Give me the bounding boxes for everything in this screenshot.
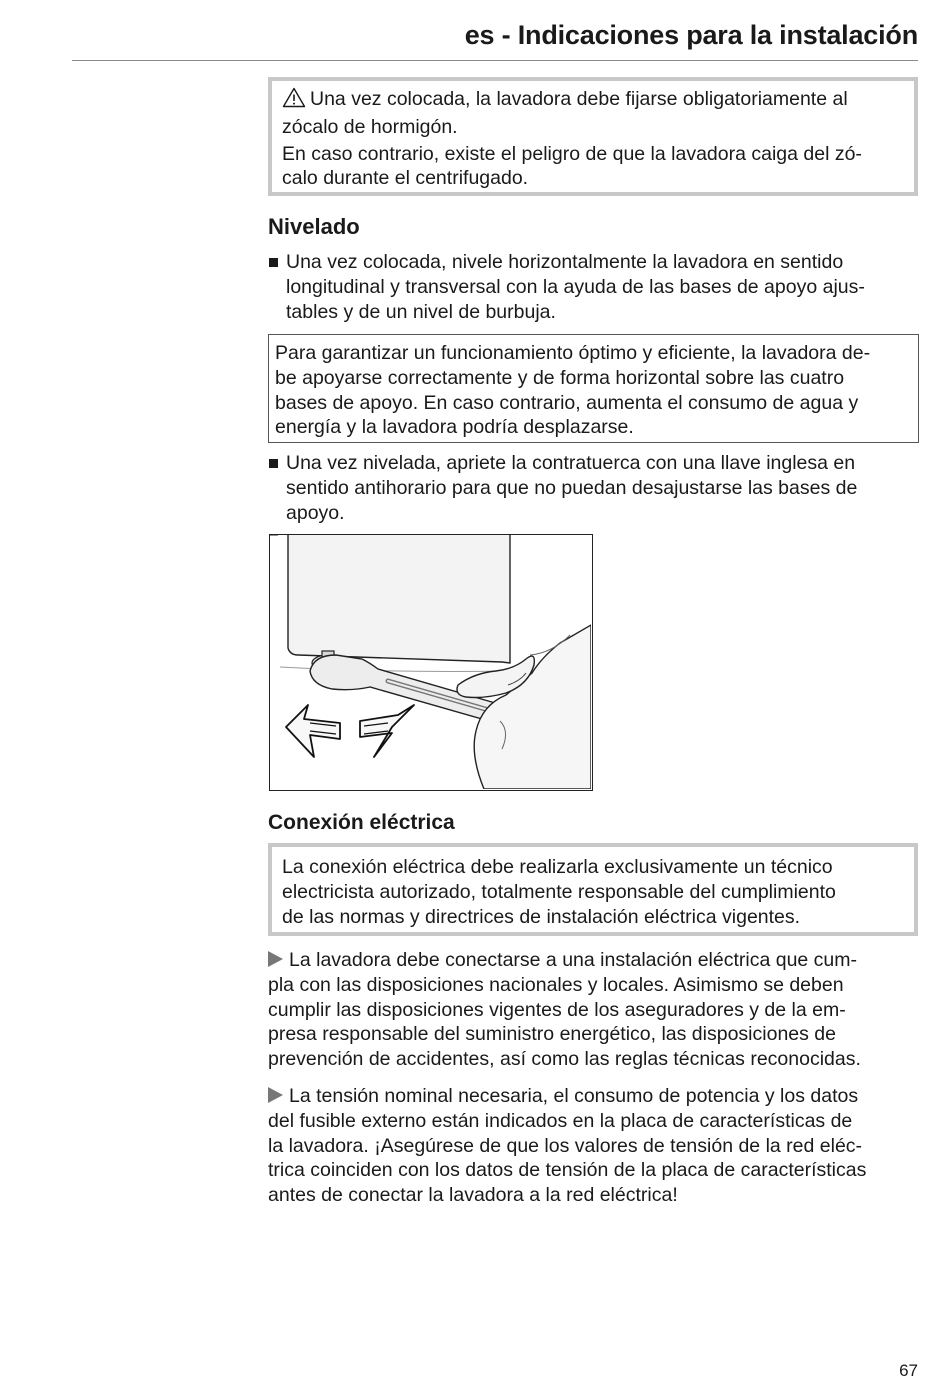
warning-line-1: Una vez colocada, la lavadora debe fijarse obligatoriamente al	[282, 87, 904, 115]
warning-box	[268, 77, 918, 196]
wrench-illustration	[269, 534, 593, 791]
note-line: be apoyarse correctamente y de forma horizontal sobre las cuatro	[275, 366, 845, 389]
step-item	[268, 1084, 918, 1208]
bullet-text-line: longitudinal y transversal con la ayuda de las bases de apoyo ajus-	[286, 275, 865, 298]
step-line: del fusible externo están indicados en la placa de características de	[268, 1109, 853, 1132]
step-line: prevención de accidentes, así como las reglas técnicas reconocidas.	[268, 1048, 861, 1071]
step-arrow-icon	[268, 1087, 283, 1103]
info-line: de las normas y directrices de instalación eléctrica vigentes.	[282, 905, 801, 928]
section-heading-nivelado: Nivelado	[268, 214, 360, 239]
list-item	[268, 250, 918, 324]
step-item	[268, 948, 918, 1072]
bullet-square-icon	[269, 459, 278, 468]
step-arrow-icon	[268, 951, 283, 967]
warning-line-3: En caso contrario, existe el peligro de que la lavadora caiga del zó-	[282, 142, 862, 165]
bullet-text-line: Una vez colocada, nivele horizontalmente la lavadora en sentido	[286, 251, 844, 273]
page-title: es - Indicaciones para la instalación	[464, 20, 918, 50]
warning-line-4: calo durante el centrifugado.	[282, 167, 529, 190]
step-line: La tensión nominal necesaria, el consumo de potencia y los datos	[268, 1084, 918, 1109]
info-box	[268, 843, 918, 936]
step-line: trica coinciden con los datos de tensión de la placa de características	[268, 1159, 867, 1182]
list-item	[268, 451, 918, 525]
bullet-text-line: apoyo.	[286, 501, 345, 524]
info-line: La conexión eléctrica debe realizarla exclusivamente un técnico	[282, 856, 833, 878]
note-line: bases de apoyo. En caso contrario, aumenta el consumo de agua y	[275, 391, 859, 414]
info-line: electricista autorizado, totalmente responsable del cumplimiento	[282, 880, 836, 903]
header-divider	[72, 60, 918, 61]
bullet-square-icon	[269, 258, 278, 267]
bullet-text-line: tables y de un nivel de burbuja.	[286, 300, 556, 323]
note-line: energía y la lavadora podría desplazarse.	[275, 416, 634, 439]
step-line: La lavadora debe conectarse a una instalación eléctrica que cum-	[268, 948, 918, 973]
step-line: pla con las disposiciones nacionales y locales. Asimismo se deben	[268, 973, 844, 996]
step-line: presa responsable del suministro energético, las disposiciones de	[268, 1023, 836, 1046]
warning-triangle-icon	[282, 87, 306, 115]
section-heading-conexion: Conexión eléctrica	[268, 811, 455, 834]
step-line: la lavadora. ¡Asegúrese de que los valores de tensión de la red eléc-	[268, 1134, 863, 1157]
bullet-text-line: Una vez nivelada, apriete la contratuerca con una llave inglesa en	[286, 452, 856, 474]
note-line: Para garantizar un funcionamiento óptimo y eficiente, la lavadora de-	[275, 342, 871, 364]
page-number: 67	[899, 1361, 918, 1380]
step-line: cumplir las disposiciones vigentes de los aseguradores y de la em-	[268, 998, 846, 1021]
warning-line-2: zócalo de hormigón.	[282, 115, 458, 138]
step-line: antes de conectar la lavadora a la red eléctrica!	[268, 1184, 678, 1207]
note-box	[268, 334, 919, 443]
bullet-text-line: sentido antihorario para que no puedan desajustarse las bases de	[286, 476, 858, 499]
